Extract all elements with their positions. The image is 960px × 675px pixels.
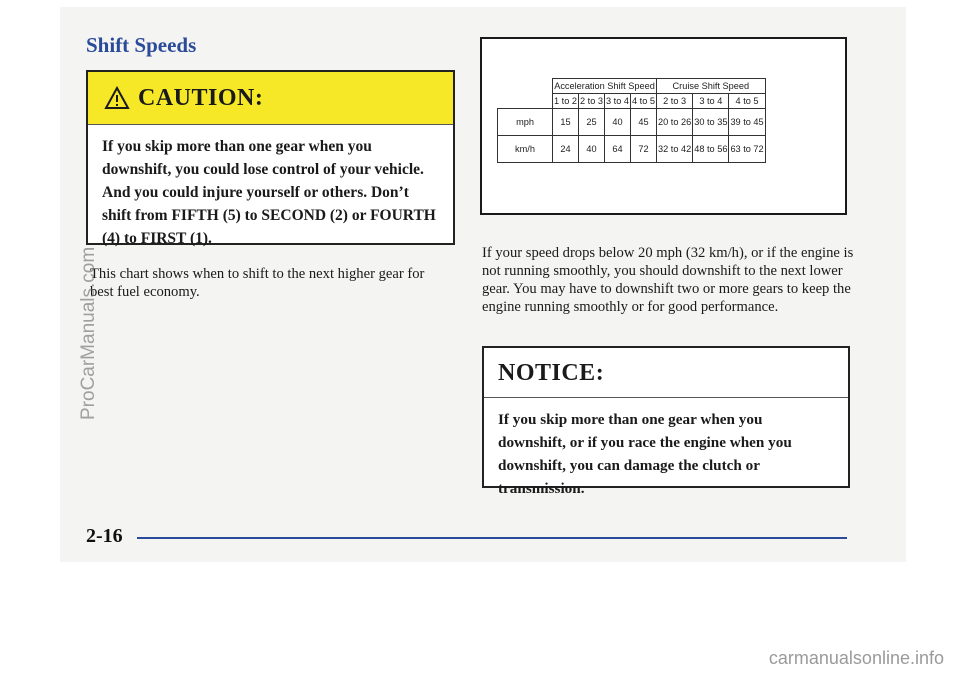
caution-text: If you skip more than one gear when you downshift, you could lose control of your vehicle. And you could injure yourself or others. Don’t shift from FIFTH (5) to SECOND (2) or FOURTH (4) to FIRST (1). (102, 138, 436, 247)
table-cell: 30 to 35 (693, 109, 729, 136)
table-cell: 64 (605, 136, 631, 163)
bottom-watermark: carmanualsonline.info (768, 648, 944, 668)
table-column-header-row (498, 94, 766, 109)
shift-speed-chart (480, 37, 847, 215)
notice-box (482, 346, 850, 497)
table-row (498, 109, 766, 136)
column-header: 4 to 5 (729, 94, 765, 109)
row-label: km/h (498, 136, 553, 163)
section-title: Shift Speeds (86, 33, 197, 57)
table-cell: 39 to 45 (729, 109, 765, 136)
footer-rule (137, 537, 847, 539)
table-cell: 24 (553, 136, 579, 163)
column-header: 2 to 3 (579, 94, 605, 109)
warning-triangle-icon (104, 86, 130, 110)
chart-description: This chart shows when to shift to the next higher gear for best fuel economy. (90, 266, 425, 300)
table-cell: 32 to 42 (657, 136, 693, 163)
caution-box (86, 70, 455, 245)
column-header: 3 to 4 (693, 94, 729, 109)
column-header: 1 to 2 (553, 94, 579, 109)
table-cell: 15 (553, 109, 579, 136)
caution-title: CAUTION: (138, 84, 264, 111)
column-header: 4 to 5 (631, 94, 657, 109)
table-row (498, 136, 766, 163)
caution-header (88, 72, 453, 125)
column-header: 2 to 3 (657, 94, 693, 109)
notice-text: If you skip more than one gear when you downshift, or if you race the engine when you downshift, you can damage the clutch or transmission. (498, 411, 792, 497)
shift-speed-table (497, 78, 766, 163)
table-cell: 20 to 26 (657, 109, 693, 136)
notice-title: NOTICE: (498, 360, 605, 386)
table-cell: 40 (605, 109, 631, 136)
page-number: 2-16 (86, 525, 123, 547)
column-header: 3 to 4 (605, 94, 631, 109)
table-cell: 72 (631, 136, 657, 163)
table-group-header-row (498, 79, 766, 94)
table-cell: 40 (579, 136, 605, 163)
downshift-paragraph: If your speed drops below 20 mph (32 km/h), or if the engine is not running smoothly, you should downshift to the next lower gear. You may have to downshift two or more gears to keep the engine running smoothly or for good performance. (482, 245, 854, 315)
acceleration-header: Acceleration Shift Speed (553, 79, 657, 94)
table-cell: 48 to 56 (693, 136, 729, 163)
table-cell: 25 (579, 109, 605, 136)
cruise-header: Cruise Shift Speed (657, 79, 766, 94)
row-label: mph (498, 109, 553, 136)
table-cell: 45 (631, 109, 657, 136)
side-watermark: ProCarManuals.com (78, 246, 99, 420)
table-cell: 63 to 72 (729, 136, 765, 163)
